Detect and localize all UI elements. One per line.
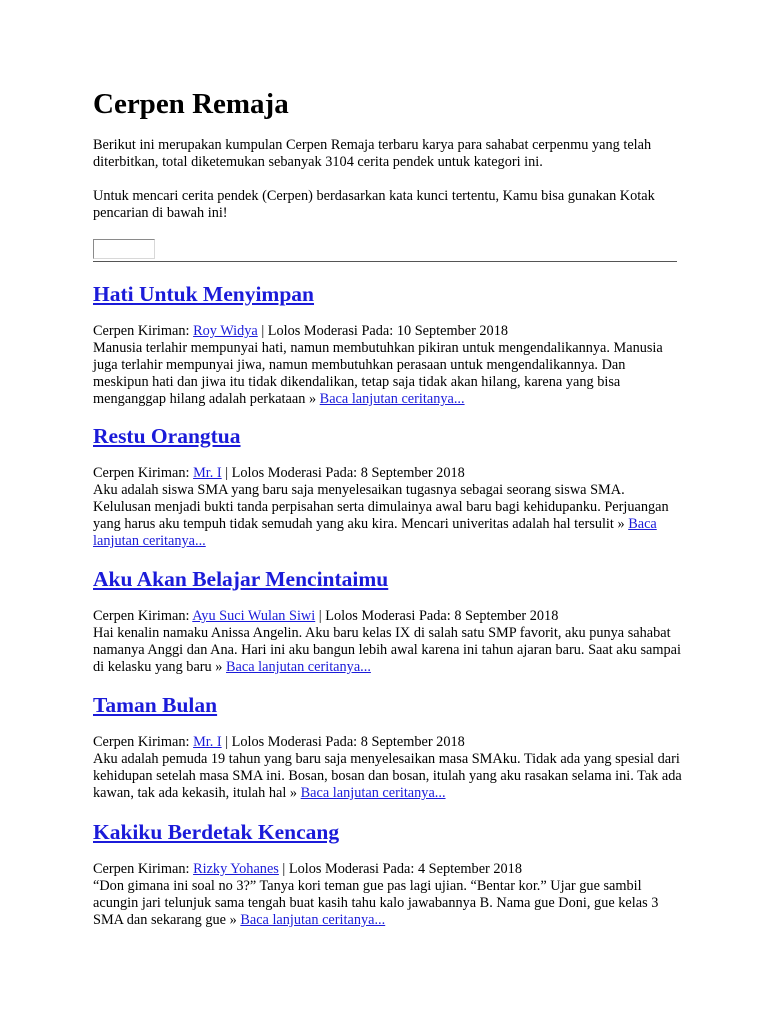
page-title: Cerpen Remaja [93, 88, 289, 120]
post-excerpt [93, 751, 683, 802]
read-more-prefix: » [211, 659, 227, 675]
read-more-prefix: » [305, 391, 320, 407]
post-title [93, 423, 683, 449]
moderated-label: Lolos Moderasi Pada: [267, 323, 394, 339]
post-item [93, 281, 683, 408]
post-title [93, 281, 683, 307]
divider [93, 261, 677, 262]
post-date: 4 September 2018 [417, 861, 522, 877]
post-title-link[interactable]: Aku Akan Belajar Mencintaimu [93, 567, 389, 591]
post-meta [93, 734, 683, 751]
meta-separator: | [221, 734, 232, 750]
excerpt-text: Hai kenalin namaku Anissa Angelin. Aku baru kelas IX di salah satu SMP favorit, aku punya sahabat namanya Anggi dan Ana. Hari ini aku bangun lebih awal karena ini tahun ajaran baru. Saat aku sampai di kelasku yang baru [93, 625, 681, 675]
post-meta [93, 608, 683, 625]
post-title [93, 566, 683, 592]
search-bar [93, 239, 677, 263]
post-excerpt [93, 340, 683, 408]
excerpt-text: Aku adalah siswa SMA yang baru saja menyelesaikan tugasnya sebagai seorang siswa SMA. Kelulusan menjadi bukti tanda perpisahan serta dimulainya awal baru bagi kehidupanku. Perjuangan yang harus aku tempuh tidak semudah yang aku kira. Mencari univeritas adalah hal tersulit [93, 482, 669, 532]
post-title-link[interactable]: Taman Bulan [93, 693, 218, 717]
author-link[interactable]: Mr. I [193, 734, 222, 750]
post-title-link[interactable]: Restu Orangtua [93, 424, 241, 448]
post-date: 10 September 2018 [396, 323, 509, 339]
intro-paragraph-search-hint: Untuk mencari cerita pendek (Cerpen) berdasarkan kata kunci tertentu, Kamu bisa gunakan Kotak pencarian di bawah ini! [93, 188, 655, 221]
post-excerpt [93, 625, 683, 676]
post-item [93, 423, 683, 550]
moderated-label: Lolos Moderasi Pada: [325, 608, 451, 624]
meta-separator: | [278, 861, 289, 877]
read-more-link[interactable]: Baca lanjutan ceritanya... [240, 912, 386, 928]
search-input[interactable] [93, 239, 155, 259]
excerpt-text: Manusia terlahir mempunyai hati, namun membutuhkan pikiran untuk mengendalikannya. Manusia juga terlahir mempunyai jiwa, namun membutuhkan perasaan untuk mengendalikannya. Dan meskipun hati dan jiwa itu tidak dikendalikan, tetap saja tidak akan hilang, karena yang bisa menganggap hilang adalah perkataan [93, 340, 663, 407]
post-title [93, 819, 683, 845]
post-meta [93, 323, 683, 340]
author-link[interactable]: Mr. I [193, 465, 222, 481]
read-more-link[interactable]: Baca lanjutan ceritanya... [226, 659, 371, 675]
sent-by-label: Cerpen Kiriman: [93, 861, 190, 877]
post-excerpt [93, 878, 683, 929]
post-item [93, 692, 683, 802]
author-link[interactable]: Ayu Suci Wulan Siwi [192, 608, 316, 624]
post-title-link[interactable]: Hati Untuk Menyimpan [93, 282, 315, 306]
sent-by-label: Cerpen Kiriman: [93, 465, 190, 481]
post-item [93, 819, 683, 929]
excerpt-text: “Don gimana ini soal no 3?” Tanya kori teman gue pas lagi ujian. “Bentar kor.” Ujar gue sambil acungin jari telunjuk sama tengah buat kasih tahu kalo jawabannya B. Nama gue Doni, gue kelas 3 SMA dan sekarang gue [93, 878, 659, 928]
post-excerpt [93, 482, 683, 550]
sent-by-label: Cerpen Kiriman: [93, 323, 190, 339]
meta-separator: | [257, 323, 268, 339]
intro-paragraph-summary: Berikut ini merupakan kumpulan Cerpen Remaja terbaru karya para sahabat cerpenmu yang telah diterbitkan, total diketemukan sebanyak 3104 cerita pendek untuk kategori ini. [93, 137, 652, 170]
post-date: 8 September 2018 [360, 465, 465, 481]
read-more-link[interactable]: Baca lanjutan ceritanya... [319, 391, 465, 407]
post-item [93, 566, 683, 676]
sent-by-label: Cerpen Kiriman: [93, 734, 190, 750]
meta-separator: | [315, 608, 326, 624]
post-date: 8 September 2018 [360, 734, 465, 750]
read-more-prefix: » [226, 912, 241, 928]
author-link[interactable]: Rizky Yohanes [193, 861, 279, 877]
post-date: 8 September 2018 [454, 608, 559, 624]
meta-separator: | [221, 465, 232, 481]
moderated-label: Lolos Moderasi Pada: [231, 465, 358, 481]
post-meta [93, 465, 683, 482]
post-title-link[interactable]: Kakiku Berdetak Kencang [93, 820, 340, 844]
moderated-label: Lolos Moderasi Pada: [231, 734, 358, 750]
sent-by-label: Cerpen Kiriman: [93, 608, 190, 624]
read-more-link[interactable]: Baca lanjutan ceritanya... [93, 516, 657, 549]
excerpt-text: Aku adalah pemuda 19 tahun yang baru saja menyelesaikan masa SMAku. Tidak ada yang spesial dari kehidupan setelah masa SMA ini. Bosan, bosan dan bosan, itulah yang aku rasakan selama ini. Tak ada kawan, tak ada kekasih, itulah hal [93, 751, 682, 801]
post-meta [93, 861, 683, 878]
moderated-label: Lolos Moderasi Pada: [288, 861, 415, 877]
author-link[interactable]: Roy Widya [193, 323, 258, 339]
read-more-link[interactable]: Baca lanjutan ceritanya... [300, 785, 446, 801]
post-title [93, 692, 683, 718]
read-more-prefix: » [286, 785, 301, 801]
read-more-prefix: » [613, 516, 629, 532]
